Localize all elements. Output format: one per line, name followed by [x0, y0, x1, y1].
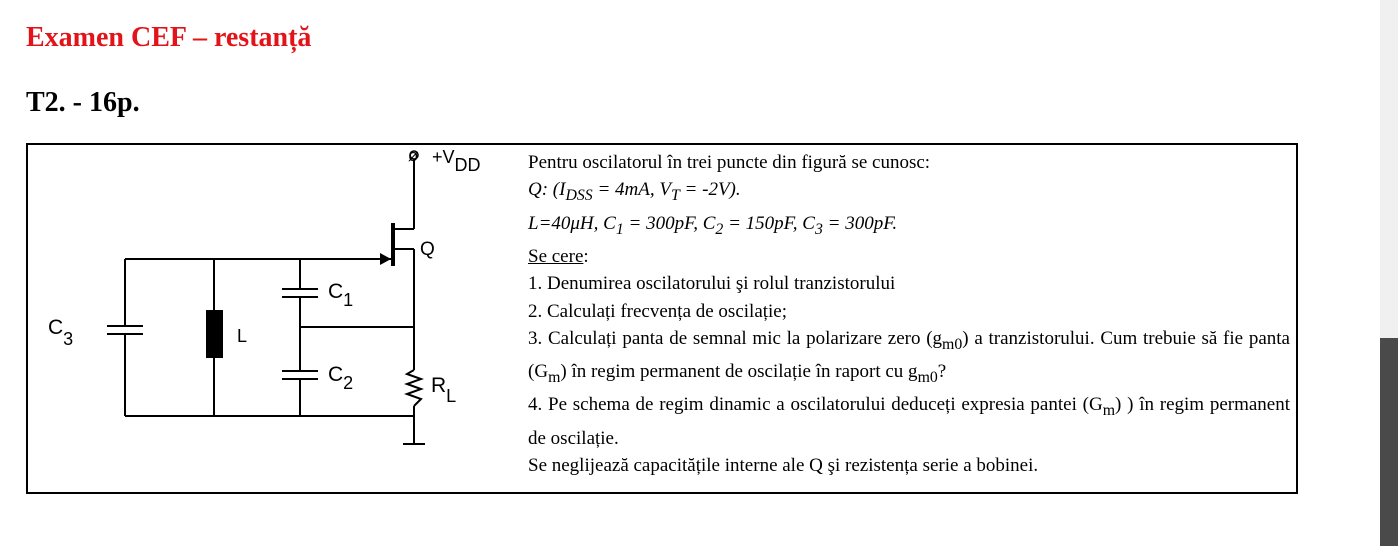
oscillator-circuit-diagram: [28, 145, 498, 492]
capacitor-c1-symbol: [282, 289, 318, 297]
vertical-scrollbar[interactable]: [1380, 0, 1398, 546]
question-1: 1. Denumirea oscilatorului şi rolul tranzistorului: [528, 273, 896, 295]
problem-box: [26, 143, 1298, 494]
supply-label: +VDD: [432, 147, 481, 175]
c3-label: C3: [48, 316, 74, 349]
request-heading: Se cere:: [528, 245, 589, 267]
capacitor-c3-symbol: [107, 326, 143, 334]
inductor-label: L: [237, 326, 248, 346]
component-values-line: L=40μH, $C_1 = 300pF$, $C_2 = 150pF$, $C_3 = 300pF$.: [528, 212, 898, 238]
note-line: Se neglijează capacitățile interne ale Q şi rezistența serie a bobinei.: [528, 455, 1039, 477]
inductor-symbol: [206, 310, 223, 358]
jfet-transistor-symbol: [380, 223, 414, 266]
task-heading: T2. - 16p.: [26, 87, 140, 118]
intro-line: Pentru oscilatorul în trei puncte din figură se cunosc:: [528, 152, 931, 173]
scrollbar-thumb[interactable]: [1380, 338, 1398, 546]
c1-label: C1: [328, 280, 354, 310]
c2-label: C2: [328, 363, 354, 393]
load-label: RL: [431, 374, 457, 406]
question-4: 4. Pe schema de regim dinamic a oscilatorului deduceți expresia pantei $(G_m)$ ) în regim permanent de oscilație.: [528, 394, 1291, 449]
question-2: 2. Calculați frecvența de oscilație;: [528, 300, 788, 322]
capacitor-c2-symbol: [282, 371, 318, 379]
question-3: 3. Calculați panta de semnal mic la polarizare zero $(g_{m0})$ a tranzistorului. Cum trebuie să fie panta $(G_m)$ în regim permanent de oscilație în raport cu $g_{m0}$?: [528, 328, 1290, 387]
problem-statement: [528, 149, 1290, 479]
resistor-rl-symbol: [407, 370, 421, 406]
transistor-label: Q: [420, 239, 435, 260]
transistor-params-line: Q: ($I_{DSS} = 4mA$, $V_T = -2V$).: [528, 179, 741, 205]
circuit-wires: [125, 157, 425, 444]
page-title: Examen CEF – restanță: [26, 22, 312, 53]
supply-symbol: ø: [408, 146, 419, 165]
